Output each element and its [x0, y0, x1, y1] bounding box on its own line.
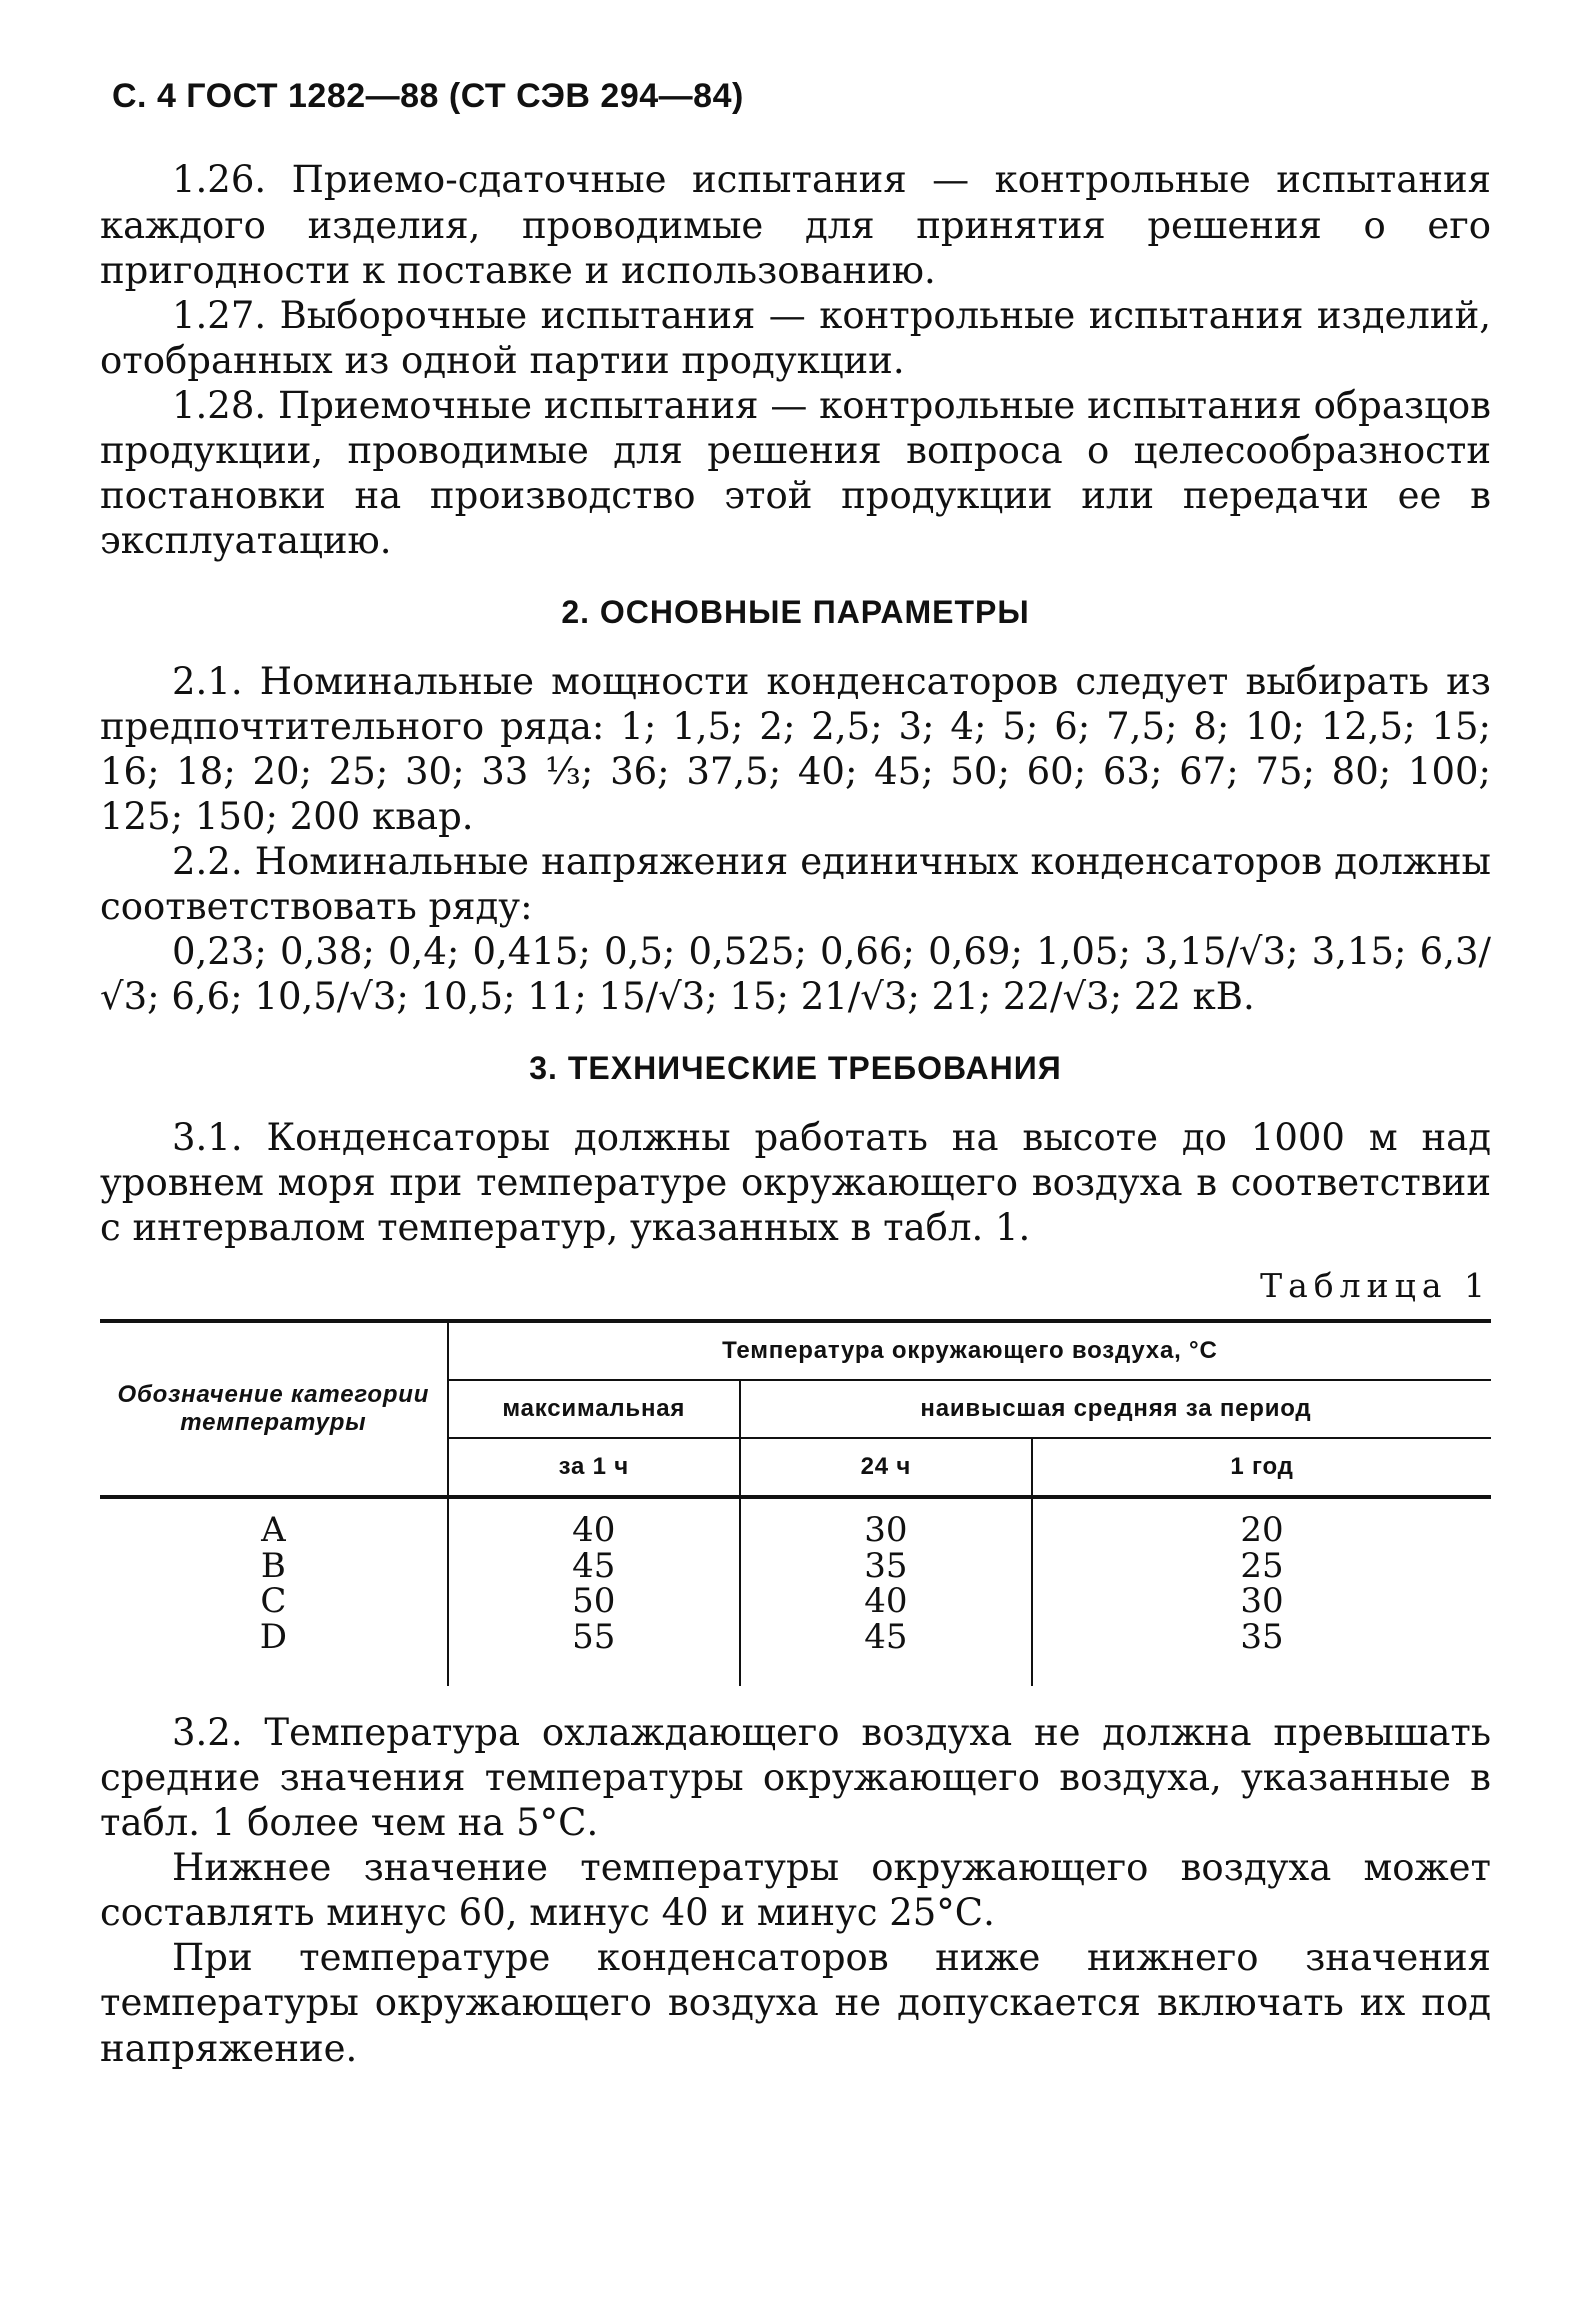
paragraph-1-27: 1.27. Выборочные испытания — контрольные испытания изделий, отобранных из одной партии продукции.	[100, 293, 1491, 382]
table-header-avg: наивысшая средняя за период	[740, 1380, 1491, 1438]
table-header-max: максимальная	[448, 1380, 740, 1438]
temperature-table	[100, 1319, 1491, 1686]
table-row	[100, 1497, 1491, 1686]
paragraph-3-1: 3.1. Конденсаторы должны работать на высоте до 1000 м над уровнем моря при температуре окружающего воздуха в соответствии с интервалом температур, указанных в табл. 1.	[100, 1115, 1491, 1249]
table-caption: Таблица 1	[1260, 1265, 1491, 1305]
paragraph-1-26: 1.26. Приемо-сдаточные испытания — контрольные испытания каждого изделия, проводимые для принятия решения о его пригодности к поставке и использованию.	[100, 158, 1491, 292]
table-cell-avg-1y: 20 25 30 35	[1032, 1497, 1491, 1686]
table-cell-categories: A B C D	[259, 1509, 287, 1657]
paragraph-3-2: 3.2. Температура охлаждающего воздуха не должна превышать средние значения температуры окружающего воздуха, указанные в табл. 1 более чем на 5°С.	[100, 1710, 1491, 1844]
paragraph-2-1: 2.1. Номинальные мощности конденсаторов следует выбирать из предпочтительного ряда: 1; 1,5; 2; 2,5; 3; 4; 5; 6; 7,5; 8; 10; 12,5; 15; 16; 18; 20; 25; 30; 33 ⅓; 36; 37,5; 40; 45; 50; 60; 63; 67; 75; 80; 100; 125; 150; 200 квар.	[100, 659, 1491, 838]
table-cell-avg-24h: 30 35 40 45	[740, 1497, 1032, 1686]
voltage-series: 0,23; 0,38; 0,4; 0,415; 0,5; 0,525; 0,66; 0,69; 1,05; 3,15/√3; 3,15; 6,3/√3; 6,6; 10,5/√3; 10,5; 11; 15/√3; 15; 21/√3; 21; 22/√3; 22 кВ.	[100, 930, 1491, 1019]
table-stub-header: Обозначение категории температуры	[100, 1321, 448, 1497]
paragraph-3-2-lower-limit: Нижнее значение температуры окружающего воздуха может составлять минус 60, минус 40 и минус 25°С.	[100, 1846, 1491, 1935]
table-header-1y: 1 год	[1032, 1438, 1491, 1497]
paragraph-1-28: 1.28. Приемочные испытания — контрольные испытания образцов продукции, проводимые для решения вопроса о целесообразности постановки на производство этой продукции или передачи ее в эксплуатацию.	[100, 384, 1491, 563]
table-cell-max-1h: 40 45 50 55	[448, 1497, 740, 1686]
section-2-title: 2. ОСНОВНЫЕ ПАРАМЕТРЫ	[561, 593, 1030, 630]
paragraph-3-2-energizing: При температуре конденсаторов ниже нижнего значения температуры окружающего воздуха не допускается включать их под напряжение.	[100, 1936, 1491, 2070]
page-header: С. 4 ГОСТ 1282—88 (СТ СЭВ 294—84)	[112, 77, 744, 115]
table-group-header: Температура окружающего воздуха, °С	[448, 1321, 1491, 1380]
section-3-title: 3. ТЕХНИЧЕСКИЕ ТРЕБОВАНИЯ	[529, 1049, 1062, 1086]
table-header-24h: 24 ч	[740, 1438, 1032, 1497]
table-header-1h: за 1 ч	[448, 1438, 740, 1497]
paragraph-2-2: 2.2. Номинальные напряжения единичных конденсаторов должны соответствовать ряду:	[100, 840, 1491, 929]
